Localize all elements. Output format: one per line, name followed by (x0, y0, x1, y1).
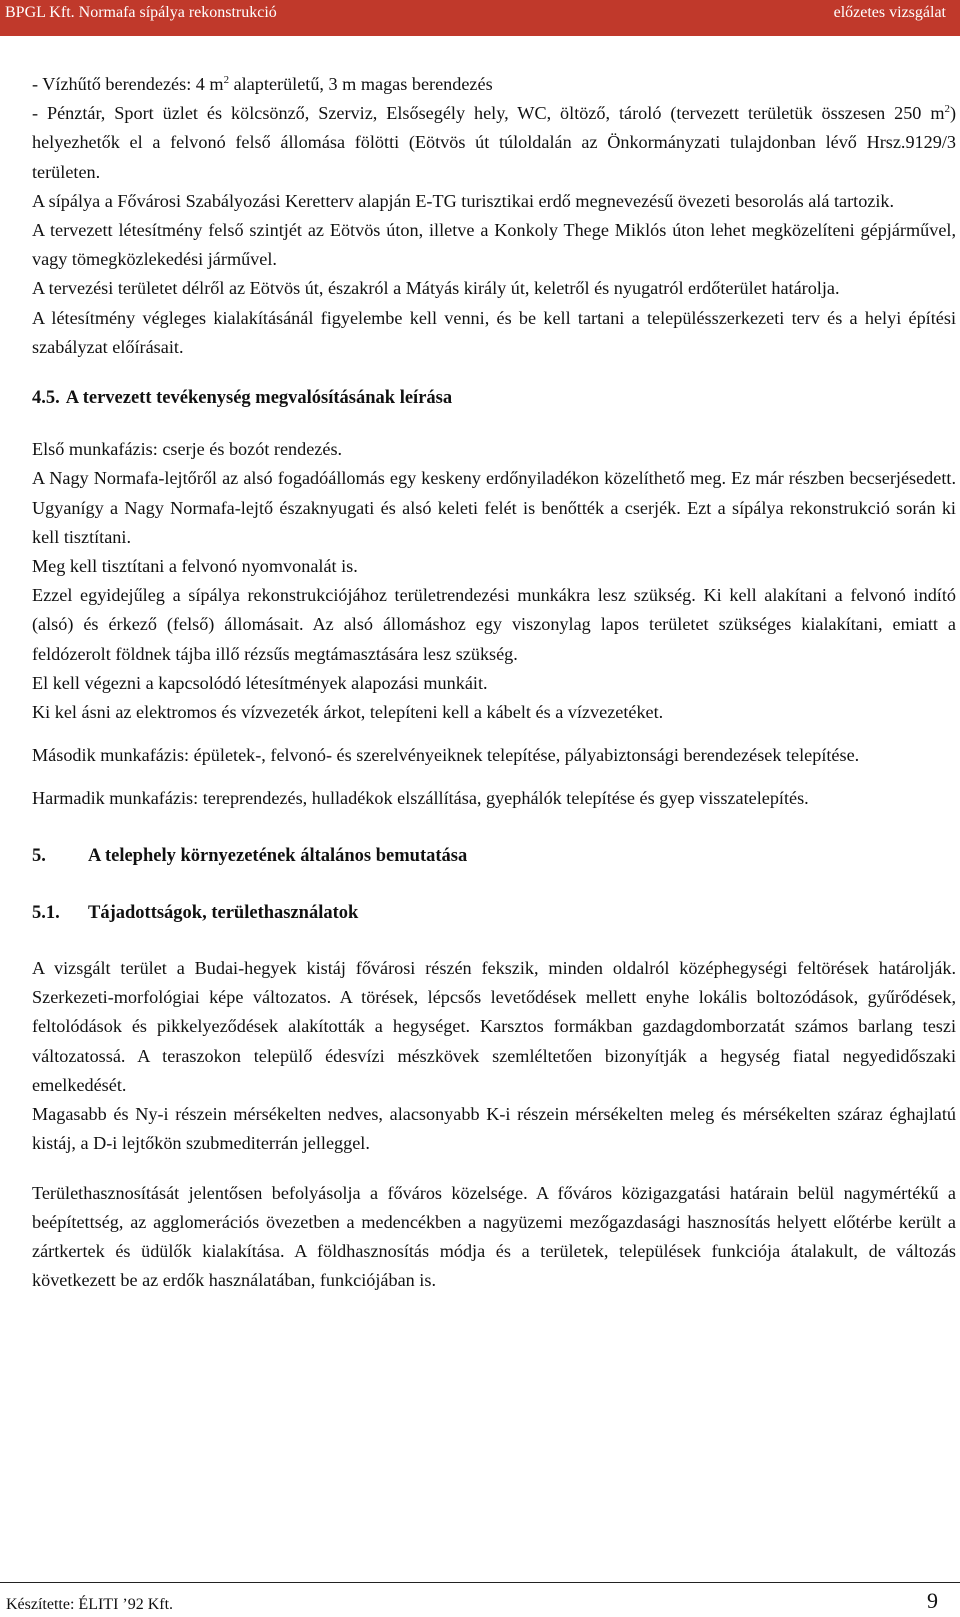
page-number: 9 (927, 1588, 938, 1613)
section-number: 5. (32, 845, 46, 866)
paragraph: A Nagy Normafa-lejtőről az alsó fogadóállomás egy keskeny erdőnyiladékon közelíthető meg. Ez már részben becserjésedett. Ugyanígy a Nagy Normafa-lejtő északnyugati és alsó keleti felét is benőtték a cserjék. Ezt a sípálya rekonstrukció során ki kell tisztítani. (32, 468, 956, 547)
document-body (32, 70, 956, 1295)
section-heading-4-5 (32, 384, 956, 413)
paragraph: A sípálya a Fővárosi Szabályozási Keretterv alapján E-TG turisztikai erdő megnevezésű övezeti besorolás alá tartozik. (32, 190, 895, 211)
header-subtitle: előzetes vizsgálat (833, 4, 946, 21)
header-title: BPGL Kft. Normafa sípálya rekonstrukció (5, 4, 277, 21)
section-title: A tervezett tevékenység megvalósításának leírása (65, 388, 453, 409)
paragraph: A létesítmény végleges kialakításánál figyelembe kell venni, és be kell tartani a településszerkezeti terv és a helyi építési szabályzat előírásait. (32, 307, 956, 357)
section-number: 4.5. (32, 388, 60, 409)
paragraph: Ezzel egyidejűleg a sípálya rekonstrukciójához területrendezési munkákra lesz szükség. Ki kell alakítani a felvonó indító (alsó) és érkező (felső) állomásait. Az alsó állomáshoz egy viszonylag lapos területet szükséges kialakítani, emiatt a feldózerolt földnek tájba illő rézsűs megtámasztására lesz szükség. (32, 585, 956, 664)
section-number: 5.1. (32, 902, 60, 923)
paragraph: A tervezett létesítmény felső szintjét az Eötvös úton, illetve a Konkoly Thege Miklós úton lehet megközelíteni gépjárművel, vagy tömegközlekedési járművel. (32, 220, 956, 270)
paragraph: A vizsgált terület a Budai-hegyek kistáj fővárosi részén fekszik, minden oldalról középhegységi feltörések határolják. Szerkezeti-morfológiai képe változatos. A törések, lépcsős levetődések mellett enyhe lokális boltozódások, gyűrődések, feltolódások és pikkelyeződések alakították a hegységet. Karsztos formákban gazdagdomborzatát számos barlang teszi változatossá. A teraszokon települő édesvízi mészkövek szemléltetően bizonyítják a hegység fiatal negyedidőszaki emelkedését. (32, 958, 956, 1095)
paragraph: Második munkafázis: épületek-, felvonó- és szerelvényeiknek telepítése, pályabiztonsági berendezések telepítése. (32, 745, 860, 766)
paragraph: Területhasznosítását jelentősen befolyásolja a főváros közelsége. A főváros közigazgatási határain belül nagymértékű a beépítettség, az agglomerációs övezetben a medencékben a nagyüzemi mezőgazdasági hasznosítás helyett előtérbe került a zártkertek és üdülők kialakítása. A földhasznosítás módja és a területek, települések funkciója átalakult, de változás következett be az erdők használatában, funkciójában is. (32, 1182, 956, 1291)
paragraph: - Pénztár, Sport üzlet és kölcsönző, Szerviz, Elsősegély hely, WC, öltöző, tároló (tervezett területük összesen 250 $m^2$) helyezhetők el a felvonó felső állomása fölötti (Eötvös út túloldalán az Önkormányzati tulajdonban lévő Hrsz.9129/3 területen. (32, 103, 956, 182)
page-header (0, 0, 960, 36)
paragraph: Első munkafázis: cserje és bozót rendezés. (32, 439, 343, 460)
paragraph: El kell végezni a kapcsolódó létesítmények alapozási munkáit. (32, 672, 488, 693)
section-heading-5-1 (32, 899, 956, 928)
paragraph: Magasabb és Ny-i részein mérsékelten nedves, alacsonyabb K-i részein mérsékelten meleg és mérsékelten száraz éghajlatú kistáj, a D-i lejtőkön szubmediterrán jelleggel. (32, 1104, 956, 1154)
section-heading-5 (32, 842, 956, 871)
footer-divider (0, 1582, 960, 1583)
section-title: A telephely környezetének általános bemutatása (88, 845, 468, 866)
paragraph: Ki kel ásni az elektromos és vízvezeték árkot, telepíteni kell a kábelt és a vízvezetéket. (32, 702, 664, 723)
footer-author: Készítette: ÉLITI ’92 Kft. (6, 1596, 174, 1613)
paragraph: Meg kell tisztítani a felvonó nyomvonalát is. (32, 556, 358, 577)
section-title: Tájadottságok, területhasználatok (88, 902, 359, 923)
paragraph: Harmadik munkafázis: tereprendezés, hulladékok elszállítása, gyephálók telepítése és gyep visszatelepítés. (32, 788, 809, 809)
paragraph: - Vízhűtő berendezés: 4 $m^2$ alapterületű, 3 m magas berendezés (32, 73, 493, 94)
paragraph: A tervezési területet délről az Eötvös út, északról a Mátyás király út, keletről és nyugatról erdőterület határolja. (32, 278, 840, 299)
